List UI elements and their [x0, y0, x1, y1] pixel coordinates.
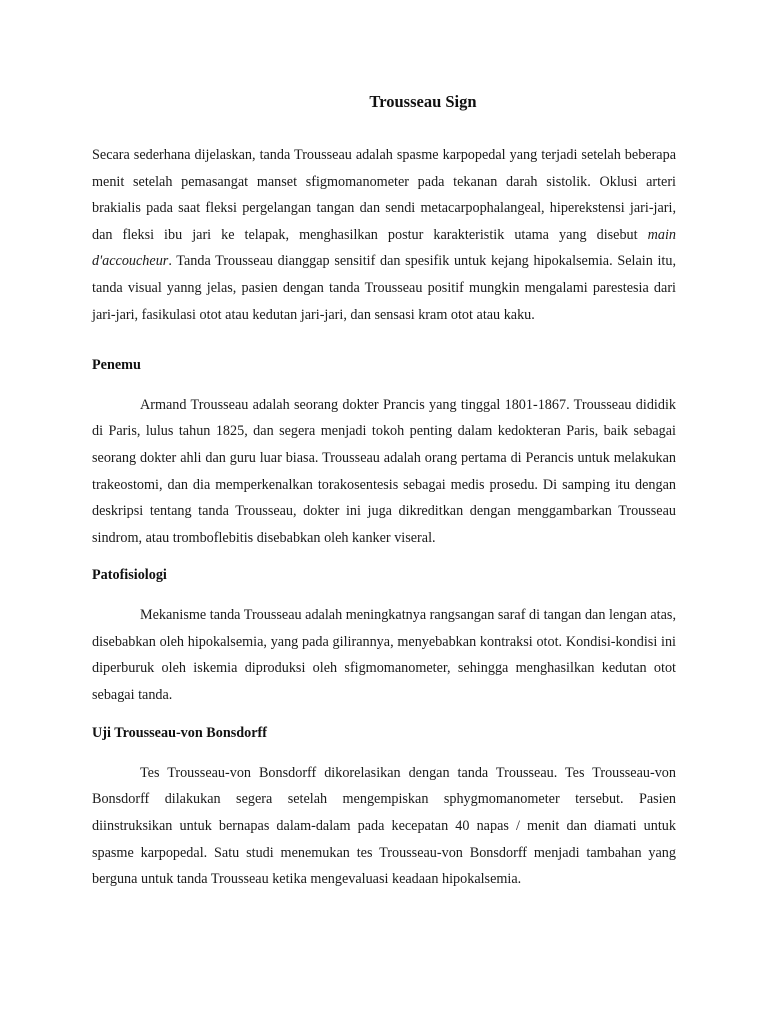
section-heading-uji-trousseau: Uji Trousseau-von Bonsdorff: [92, 725, 268, 742]
section-heading-patofisiologi: Patofisiologi: [92, 567, 167, 584]
document-page: [92, 88, 676, 893]
intro-italic-term: main d'accoucheur: [92, 226, 676, 270]
intro-text-part2: . Tanda Trousseau dianggap sensitif dan spesifik untuk kejang hipokalsemia. Selain itu, tanda visual yanng jelas, pasien dengan tanda Trousseau positif mungkin mengalami parestesia dari jari-jari, fasikulasi otot atau kedutan jari-jari, dan sensasi kram otot atau kaku.: [92, 253, 676, 323]
intro-text-part1: Secara sederhana dijelaskan, tanda Trousseau adalah spasme karpopedal yang terjadi setelah beberapa menit setelah pemasangat manset sfigmomanometer pada tekanan darah sistolik. Oklusi arteri brakialis pada saat fleksi pergelangan tangan dan sendi metacarpophalangeal, hiperekstensi jari-jari, dan fleksi ibu jari ke telapak, menghasilkan postur karakteristik utama yang disebut: [92, 147, 676, 243]
section-heading-penemu: Penemu: [92, 357, 141, 374]
section-body-patofisiologi: Mekanisme tanda Trousseau adalah meningkatnya rangsangan saraf di tangan dan lengan atas, disebabkan oleh hipokalsemia, yang pada gilirannya, menyebabkan kontraksi otot. Kondisi-kondisi ini diperburuk oleh iskemia diproduksi oleh sfigmomanometer, sehingga menghasilkan kedutan otot sebagai tanda.: [92, 606, 676, 703]
document-title: Trousseau Sign: [369, 92, 477, 111]
section-body-penemu: Armand Trousseau adalah seorang dokter Prancis yang tinggal 1801-1867. Trousseau dididik di Paris, lulus tahun 1825, dan segera menjadi tokoh penting dalam kedokteran Paris, baik sebagai seorang dokter ahli dan guru luar biasa. Trousseau adalah orang pertama di Perancis untuk melakukan trakeostomi, dan dia memperkenalkan torakosentesis sebagai medis prosedu. Di samping itu dengan deskripsi tentang tanda Trousseau, dokter ini juga dikreditkan dengan menggambarkan Trousseau sindrom, atau tromboflebitis disebabkan oleh kanker viseral.: [92, 396, 676, 546]
section-body-uji-trousseau: Tes Trousseau-von Bonsdorff dikorelasikan dengan tanda Trousseau. Tes Trousseau-von Bonsdorff dilakukan segera setelah mengempiskan sphygmomanometer tersebut. Pasien diinstruksikan untuk bernapas dalam-dalam pada kecepatan 40 napas / menit dan diamati untuk spasme karpopedal. Satu studi menemukan tes Trousseau-von Bonsdorff menjadi tambahan yang berguna untuk tanda Trousseau ketika mengevaluasi keadaan hipokalsemia.: [92, 764, 676, 888]
intro-paragraph: [92, 142, 676, 328]
